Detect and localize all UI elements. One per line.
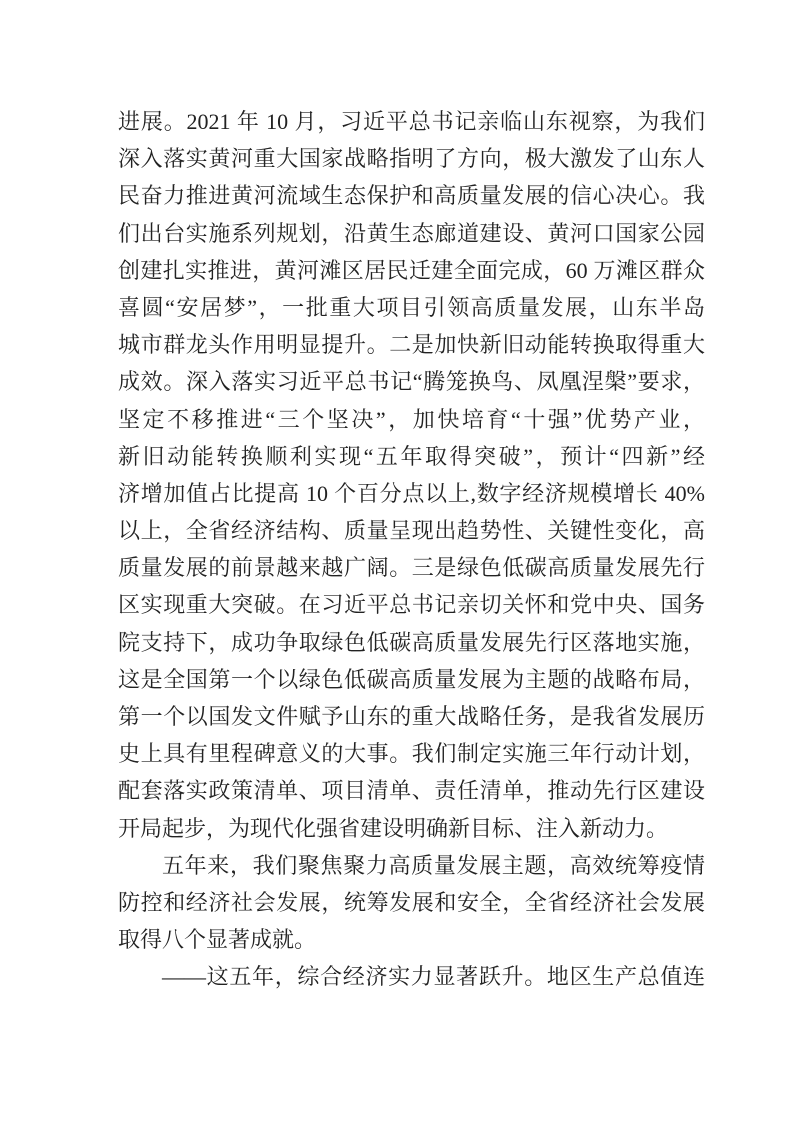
text-line: 喜圆“安居梦”，一批重大项目引领高质量发展，山东半岛 bbox=[118, 294, 705, 320]
text-line: 城市群龙头作用明显提升。二是加快新旧动能转换取得重大 bbox=[118, 332, 705, 358]
text-line: 济增加值占比提高 10 个百分点以上,数字经济规模增长 40% bbox=[118, 480, 705, 506]
text-line: 创建扎实推进，黄河滩区居民迁建全面完成，60 万滩区群众 bbox=[118, 257, 705, 283]
text-line: 进展。2021 年 10 月，习近平总书记亲临山东视察，为我们 bbox=[118, 109, 705, 134]
text-line: ——这五年，综合经济实力显著跃升。地区生产总值连 bbox=[162, 964, 705, 990]
text-line: 五年来，我们聚焦聚力高质量发展主题，高效统筹疫情 bbox=[162, 852, 705, 878]
text-line: 取得八个显著成就。 bbox=[118, 927, 317, 953]
page-text bbox=[118, 103, 705, 996]
text-line: 深入落实黄河重大国家战略指明了方向，极大激发了山东人 bbox=[118, 146, 705, 172]
text-line: 以上，全省经济结构、质量呈现出趋势性、关键性变化，高 bbox=[118, 518, 705, 544]
text-line: 成效。深入落实习近平总书记“腾笼换鸟、凤凰涅槃”要求， bbox=[118, 369, 705, 395]
text-line: 史上具有里程碑意义的大事。我们制定实施三年行动计划， bbox=[118, 741, 705, 767]
text-line: 这是全国第一个以绿色低碳高质量发展为主题的战略布局， bbox=[118, 666, 705, 692]
text-line: 配套落实政策清单、项目清单、责任清单，推动先行区建设 bbox=[118, 778, 705, 804]
text-line: 院支持下，成功争取绿色低碳高质量发展先行区落地实施， bbox=[118, 629, 705, 655]
text-line: 坚定不移推进“三个坚决”，加快培育“十强”优势产业， bbox=[118, 406, 705, 432]
text-line: 第一个以国发文件赋予山东的重大战略任务，是我省发展历 bbox=[118, 704, 705, 729]
text-line: 防控和经济社会发展，统筹发展和安全，全省经济社会发展 bbox=[118, 889, 705, 915]
text-line: 区实现重大突破。在习近平总书记亲切关怀和党中央、国务 bbox=[118, 592, 705, 618]
text-line: 们出台实施系列规划，沿黄生态廊道建设、黄河口国家公园 bbox=[118, 220, 705, 246]
text-line: 开局起步，为现代化强省建设明确新目标、注入新动力。 bbox=[118, 815, 669, 841]
text-line: 质量发展的前景越来越广阔。三是绿色低碳高质量发展先行 bbox=[118, 555, 705, 581]
text-line: 新旧动能转换顺利实现“五年取得突破”，预计“四新”经 bbox=[118, 443, 705, 469]
text-line: 民奋力推进黄河流域生态保护和高质量发展的信心决心。我 bbox=[118, 183, 705, 209]
